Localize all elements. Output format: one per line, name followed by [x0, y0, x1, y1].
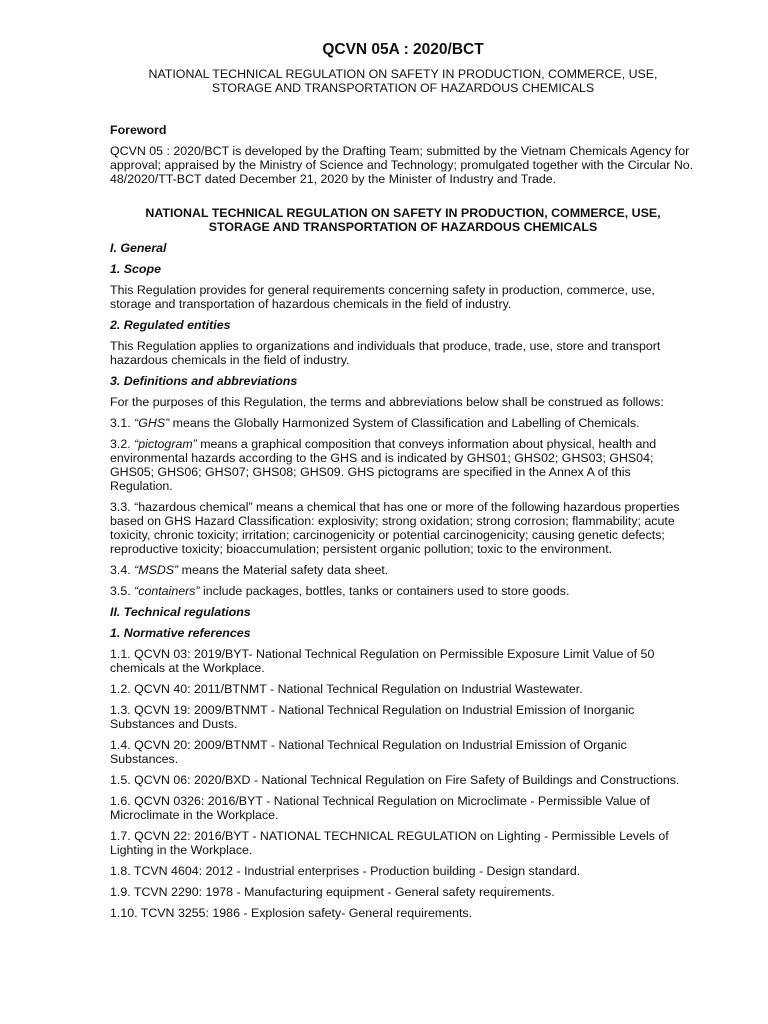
definition-number: 3.4.	[110, 563, 135, 577]
document-title	[110, 67, 696, 95]
regulation-title-line1: NATIONAL TECHNICAL REGULATION ON SAFETY IN PRODUCTION, COMMERCE, USE,	[145, 206, 661, 220]
reference-item: 1.6. QCVN 0326: 2016/BYT - National Technical Regulation on Microclimate - Permissible Value of Microclimate in the Workplace.	[110, 794, 650, 822]
definition-text: means the Material safety data sheet.	[178, 563, 389, 577]
regulation-title-line2: STORAGE AND TRANSPORTATION OF HAZARDOUS CHEMICALS	[208, 220, 598, 234]
definition-text: means a graphical composition that conveys information about physical, health and environmental hazards according to the GHS and is indicated by GHS01; GHS02; GHS03; GHS04; GHS05; GHS06; GHS07; GHS08; GHS09. GHS pictograms are specified in the Annex A of this Regulation.	[110, 437, 657, 493]
reference-item: 1.10. TCVN 3255: 1986 - Explosion safety- General requirements.	[110, 906, 473, 920]
reference-item: 1.7. QCVN 22: 2016/BYT - NATIONAL TECHNICAL REGULATION on Lighting - Permissible Levels of Lighting in the Workplace.	[110, 829, 669, 857]
definition-text: means the Globally Harmonized System of Classification and Labelling of Chemicals.	[169, 416, 640, 430]
general-heading: I. General	[110, 241, 167, 255]
reference-item: 1.4. QCVN 20: 2009/BTNMT - National Technical Regulation on Industrial Emission of Organic Substances.	[110, 738, 627, 766]
foreword-heading: Foreword	[110, 123, 167, 137]
definition-term: “GHS”	[134, 416, 170, 430]
definition-text: “hazardous chemical” means a chemical that has one or more of the following hazardous properties based on GHS Hazard Classification: explosivity; strong oxidation; strong corrosion; flammability; acute toxicity, chronic toxicity; irritation; carcinogenicity or potential carcinogenicity; causing genetic defects; reproductive toxicity; bioaccumulation; persistent organic pollution; toxic to the environment.	[110, 500, 680, 556]
definitions-heading: 3. Definitions and abbreviations	[110, 374, 298, 388]
document-title-line2: STORAGE AND TRANSPORTATION OF HAZARDOUS CHEMICALS	[211, 81, 595, 95]
references-list	[110, 640, 696, 920]
scope-text: This Regulation provides for general requirements concerning safety in production, commerce, use, storage and transportation of hazardous chemicals in the field of industry.	[110, 283, 655, 311]
entities-text: This Regulation applies to organizations and individuals that produce, trade, use, store and transport hazardous chemicals in the field of industry.	[110, 339, 661, 367]
definition-item	[110, 584, 696, 598]
definition-number: 3.5.	[110, 584, 135, 598]
definition-number: 3.2.	[110, 437, 135, 451]
reference-item: 1.8. TCVN 4604: 2012 - Industrial enterprises - Production building - Design standard.	[110, 864, 581, 878]
definitions-intro: For the purposes of this Regulation, the terms and abbreviations below shall be construed as follows:	[110, 395, 664, 409]
reference-item: 1.5. QCVN 06: 2020/BXD - National Technical Regulation on Fire Safety of Buildings and Constructions.	[110, 773, 680, 787]
document-code: QCVN 05A : 2020/BCT	[322, 41, 484, 58]
definition-item	[110, 500, 696, 556]
reference-item: 1.1. QCVN 03: 2019/BYT- National Technical Regulation on Permissible Exposure Limit Value of 50 chemicals at the Workplace.	[110, 647, 655, 675]
definition-number: 3.3.	[110, 500, 135, 514]
definition-item	[110, 437, 696, 493]
reference-item: 1.9. TCVN 2290: 1978 - Manufacturing equipment - General safety requirements.	[110, 885, 555, 899]
scope-heading: 1. Scope	[110, 262, 161, 276]
references-heading: 1. Normative references	[110, 626, 251, 640]
definition-item	[110, 563, 696, 577]
reference-item: 1.2. QCVN 40: 2011/BTNMT - National Technical Regulation on Industrial Wastewater.	[110, 682, 583, 696]
technical-heading: II. Technical regulations	[110, 605, 251, 619]
document-title-line1: NATIONAL TECHNICAL REGULATION ON SAFETY IN PRODUCTION, COMMERCE, USE,	[148, 67, 658, 81]
foreword-text: QCVN 05 : 2020/BCT is developed by the Drafting Team; submitted by the Vietnam Chemicals Agency for approval; appraised by the Ministry of Science and Technology; promulgated together with the Circular No. 48/2020/TT-BCT dated December 21, 2020 by the Minister of Industry and Trade.	[110, 144, 694, 186]
reference-item: 1.3. QCVN 19: 2009/BTNMT - National Technical Regulation on Industrial Emission of Inorganic Substances and Dusts.	[110, 703, 635, 731]
definition-term: “pictogram”	[134, 437, 197, 451]
definition-term: “MSDS”	[134, 563, 179, 577]
definition-number: 3.1.	[110, 416, 135, 430]
definitions-list	[110, 409, 696, 598]
definition-text: include packages, bottles, tanks or containers used to store goods.	[199, 584, 570, 598]
definition-item	[110, 416, 696, 430]
regulation-title	[110, 206, 696, 234]
definition-term: “containers”	[134, 584, 200, 598]
entities-heading: 2. Regulated entities	[110, 318, 231, 332]
